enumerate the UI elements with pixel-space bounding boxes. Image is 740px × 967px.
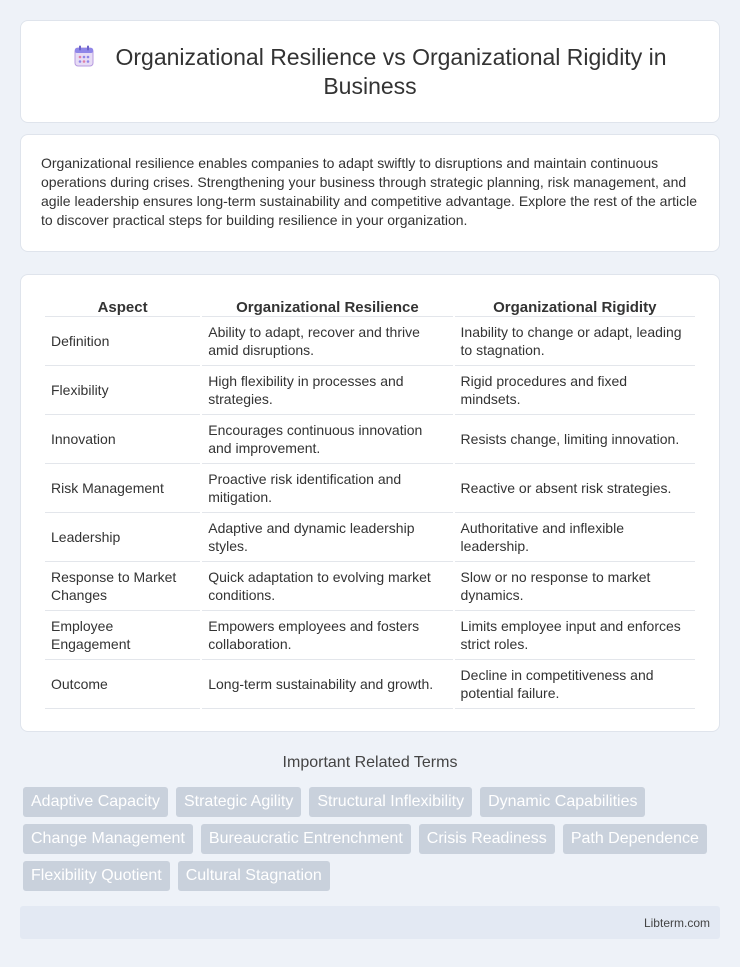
table-row [45, 611, 695, 660]
footer-brand-link[interactable]: Libterm.com [643, 916, 710, 930]
related-term-tag[interactable]: Adaptive Capacity [23, 787, 168, 817]
row-rigidity: Decline in competitiveness and potential failure. [455, 660, 695, 709]
table-row [45, 366, 695, 415]
table-row [45, 562, 695, 611]
table-row [45, 464, 695, 513]
related-term-tag[interactable]: Bureaucratic Entrenchment [201, 824, 411, 854]
related-term-tag[interactable]: Flexibility Quotient [23, 861, 170, 891]
row-resilience: Empowers employees and fosters collaboration. [202, 611, 452, 660]
row-aspect: Employee Engagement [45, 611, 200, 660]
header-rigidity: Organizational Rigidity [455, 297, 695, 317]
row-resilience: Ability to adapt, recover and thrive amid disruptions. [202, 317, 452, 366]
related-term-tag[interactable]: Change Management [23, 824, 193, 854]
row-aspect: Innovation [45, 415, 200, 464]
row-aspect: Flexibility [45, 366, 200, 415]
related-terms-heading: Important Related Terms [282, 754, 458, 771]
table-row [45, 513, 695, 562]
row-rigidity: Reactive or absent risk strategies. [455, 464, 695, 513]
header-aspect: Aspect [45, 297, 200, 317]
related-term-tag[interactable]: Crisis Readiness [419, 824, 555, 854]
footer [20, 906, 720, 939]
row-resilience: Proactive risk identification and mitigation. [202, 464, 452, 513]
title-text: Organizational Resilience vs Organizational Rigidity in Business [115, 43, 667, 99]
title-card [20, 20, 720, 123]
row-rigidity: Slow or no response to market dynamics. [455, 562, 695, 611]
calendar-icon [74, 45, 94, 67]
row-aspect: Response to Market Changes [45, 562, 200, 611]
row-rigidity: Resists change, limiting innovation. [455, 415, 695, 464]
comparison-table [43, 297, 697, 709]
row-resilience: High flexibility in processes and strategies. [202, 366, 452, 415]
table-row [45, 415, 695, 464]
header-resilience: Organizational Resilience [202, 297, 452, 317]
row-aspect: Risk Management [45, 464, 200, 513]
table-row [45, 660, 695, 709]
intro-paragraph: Organizational resilience enables companies to adapt swiftly to disruptions and maintain continuous operations during crises. Strengthening your business through strategic planning, risk management, and agile leadership ensures long-term sustainability and competitive advantage. Explore the rest of the article to discover practical steps for building resilience in your organization. [41, 155, 698, 228]
row-rigidity: Limits employee input and enforces strict roles. [455, 611, 695, 660]
related-term-tag[interactable]: Structural Inflexibility [309, 787, 472, 817]
row-aspect: Outcome [45, 660, 200, 709]
row-resilience: Long-term sustainability and growth. [202, 660, 452, 709]
table-row [45, 317, 695, 366]
table-header-row [45, 297, 695, 317]
row-rigidity: Inability to change or adapt, leading to stagnation. [455, 317, 695, 366]
related-terms-list [23, 787, 720, 891]
related-term-tag[interactable]: Path Dependence [563, 824, 707, 854]
row-resilience: Encourages continuous innovation and improvement. [202, 415, 452, 464]
row-aspect: Definition [45, 317, 200, 366]
row-resilience: Quick adaptation to evolving market conditions. [202, 562, 452, 611]
row-aspect: Leadership [45, 513, 200, 562]
page-title [51, 43, 689, 101]
row-rigidity: Authoritative and inflexible leadership. [455, 513, 695, 562]
related-term-tag[interactable]: Dynamic Capabilities [480, 787, 645, 817]
related-term-tag[interactable]: Strategic Agility [176, 787, 301, 817]
intro-card [20, 134, 720, 252]
row-rigidity: Rigid procedures and fixed mindsets. [455, 366, 695, 415]
row-resilience: Adaptive and dynamic leadership styles. [202, 513, 452, 562]
related-term-tag[interactable]: Cultural Stagnation [178, 861, 330, 891]
comparison-card [20, 274, 720, 732]
